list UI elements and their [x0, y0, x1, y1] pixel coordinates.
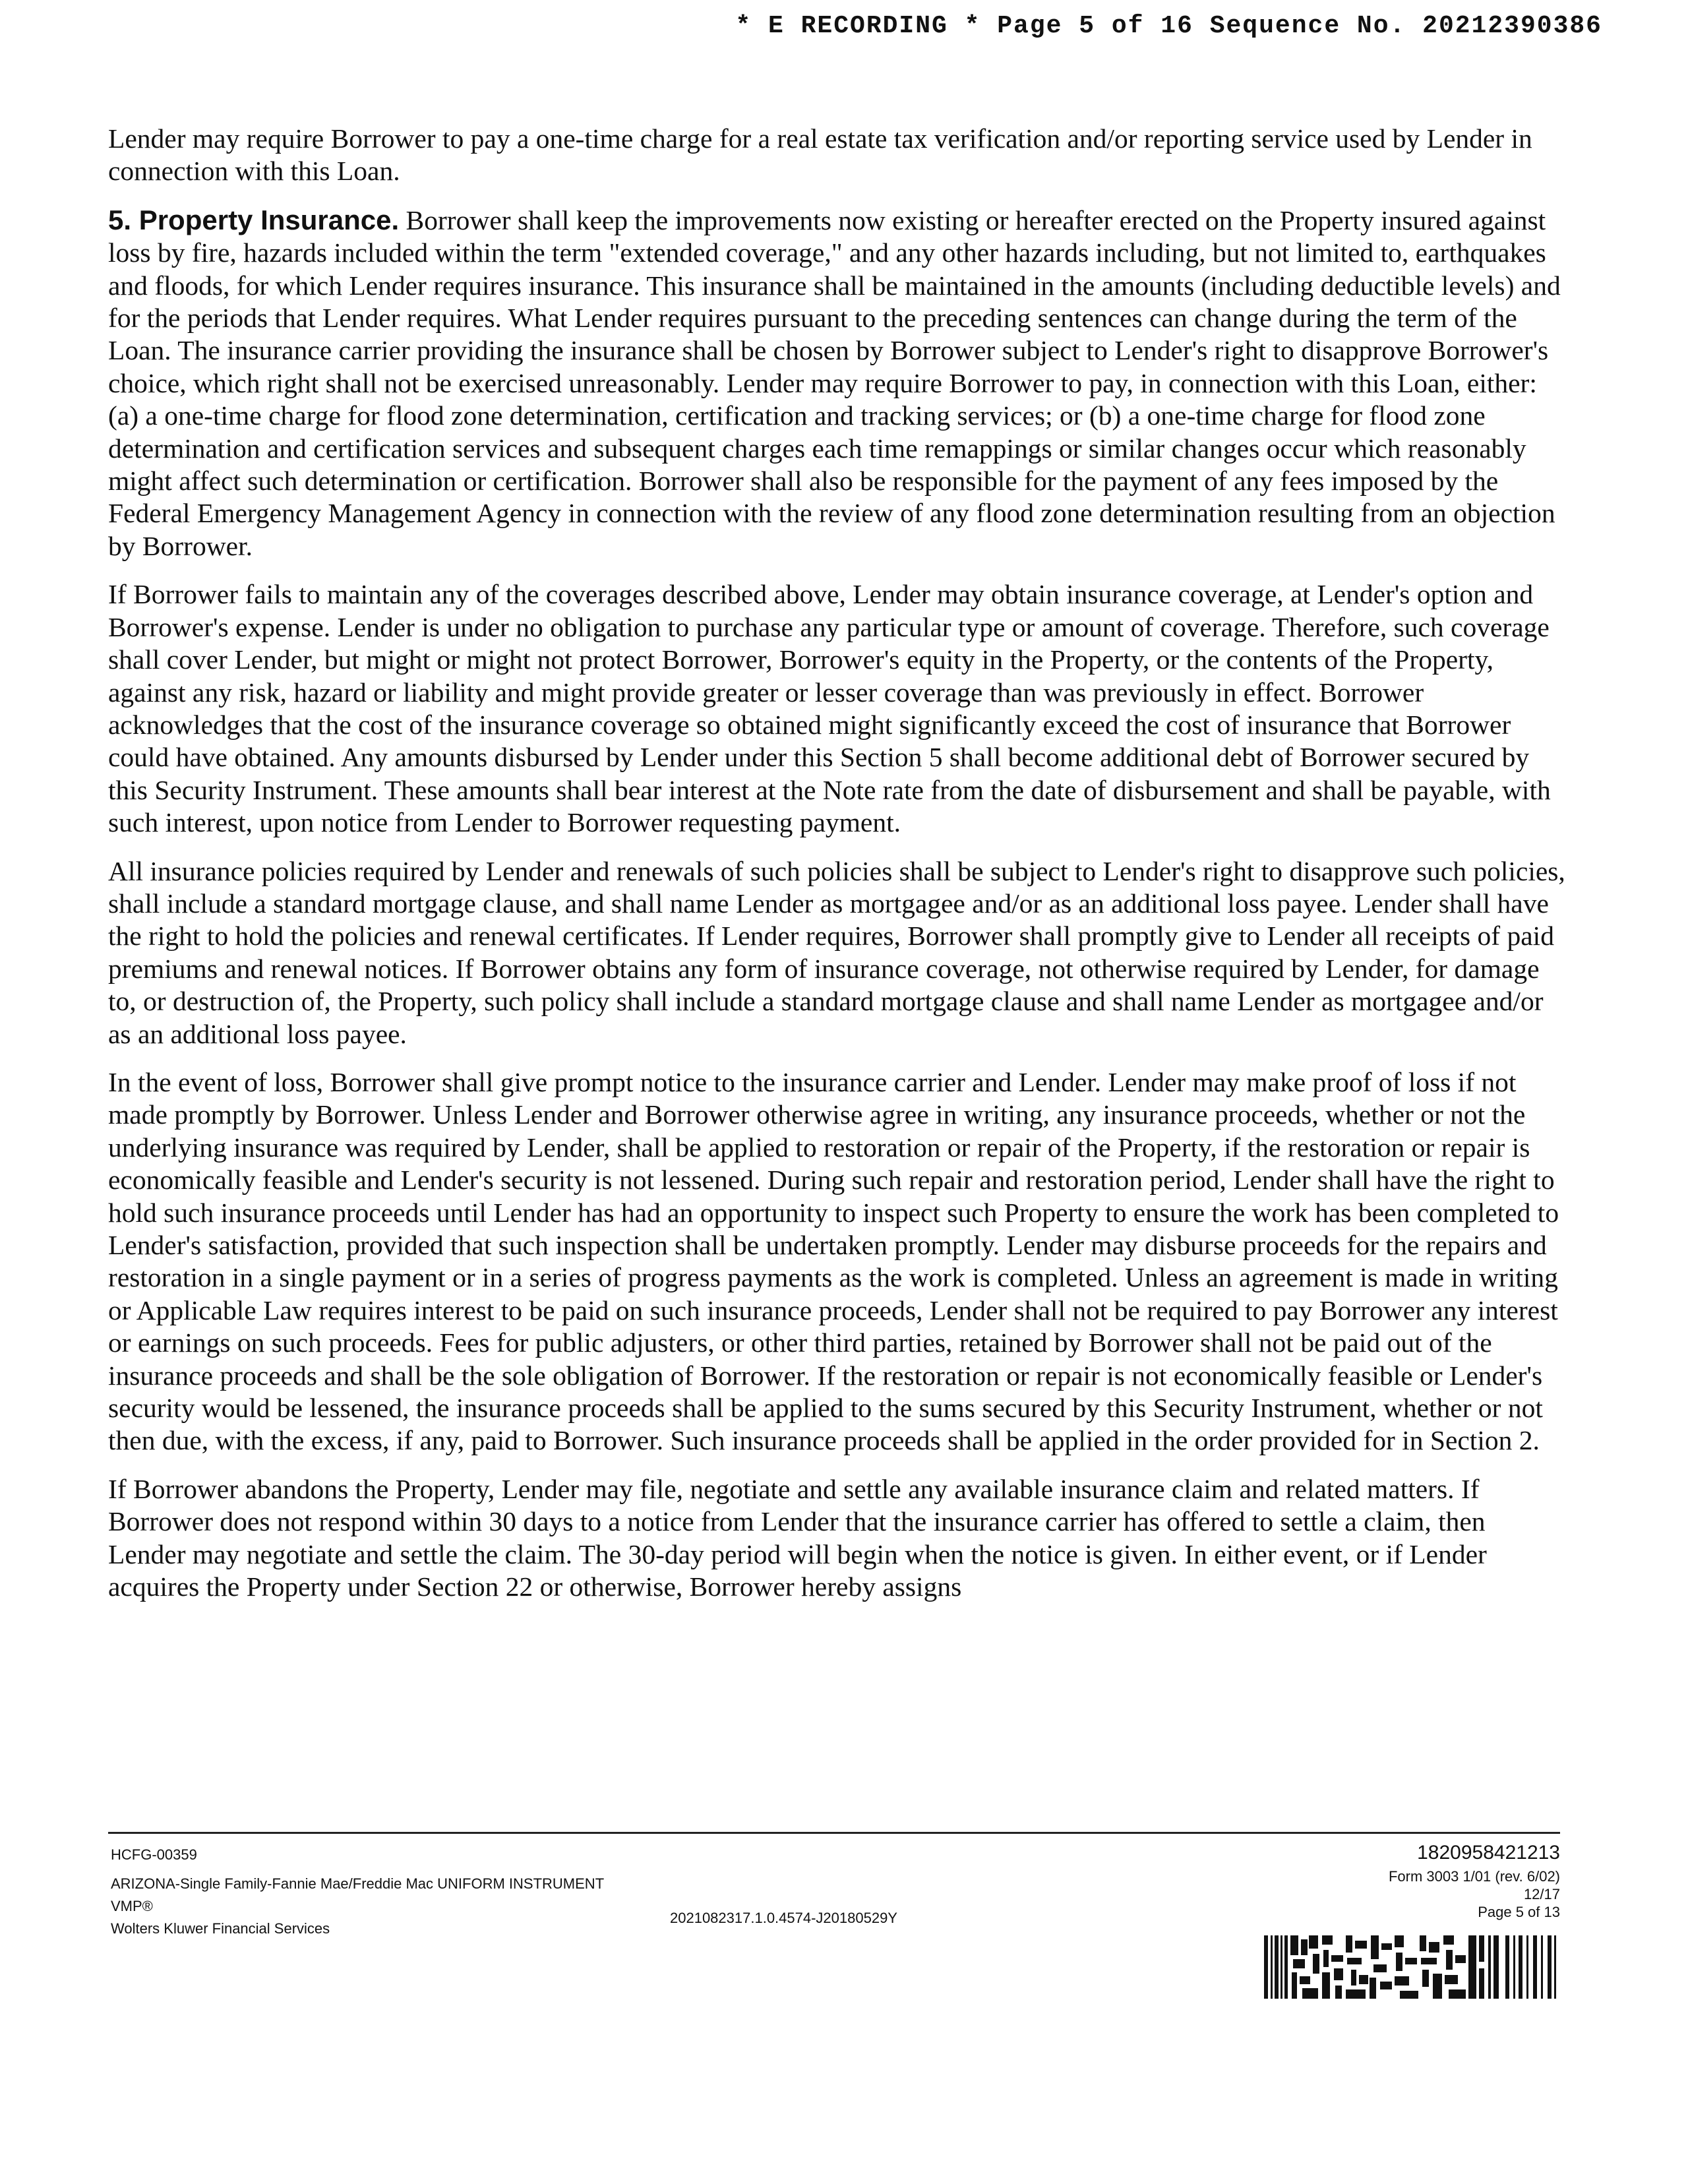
paragraph-abandonment: If Borrower abandons the Property, Lender may file, negotiate and settle any available insurance claim and related matters. If Borrower does not respond within 30 days to a notice from Lender that the insurance carrier has offered to settle a claim, then Lender may negotiate and settle the claim. The 30-day period will begin when the notice is given. In either event, or if Lender acquires the Property under Section 22 or otherwise, Borrower hereby assigns: [108, 1473, 1487, 1602]
footer-right: [1389, 1840, 1560, 1921]
paragraph-section-5: [108, 204, 1565, 562]
publisher-name: Wolters Kluwer Financial Services: [111, 1920, 330, 1937]
form-code: HCFG-00359: [111, 1846, 197, 1863]
section-5-text: Borrower shall keep the improvements now existing or hereafter erected on the Property insured against loss by fire, hazards included within the term "extended coverage," and any other hazards including, but not limited to, earthquakes and floods, for which Lender requires insurance. This insurance shall be maintained in the amounts (including deductible levels) and for the periods that Lender requires. What Lender requires pursuant to the preceding sentences can change during the term of the Loan. The insurance carrier providing the insurance shall be chosen by Borrower subject to Lender's right to disapprove Borrower's choice, which right shall not be exercised unreasonably. Lender may require Borrower to pay, in connection with this Loan, either: (a) a one-time charge for flood zone determination, certification and tracking services; or (b) a one-time charge for flood zone determination and certification services and subsequent charges each time remappings or similar changes occur which reasonably might affect such determination or certification. Borrower shall also be responsible for the payment of any fees imposed by the Federal Emergency Management Agency in connection with the review of any flood zone determination resulting from an objection by Borrower.: [108, 204, 1561, 561]
loan-number: 1820958421213: [1417, 1842, 1560, 1864]
document-body: [108, 123, 1565, 1619]
instrument-title: ARIZONA-Single Family-Fannie Mae/Freddie Mac UNIFORM INSTRUMENT: [111, 1875, 605, 1892]
form-number: Form 3003 1/01 (rev. 6/02): [1388, 1868, 1560, 1885]
form-date: 12/17: [1523, 1886, 1560, 1902]
page-number: Page 5 of 13: [1478, 1904, 1560, 1920]
paragraph-insurance-policies: All insurance policies required by Lender and renewals of such policies shall be subject to Lender's right to disapprove such policies, shall include a standard mortgage clause, and shall name Lender as mortgagee and/or as an additional loss payee. Lender shall have the right to hold the policies and renewal certificates. If Lender requires, Borrower shall promptly give to Lender all receipts of paid premiums and renewal notices. If Borrower obtains any form of insurance coverage, not otherwise required by Lender, for damage to, or destruction of, the Property, such policy shall include a standard mortgage clause and shall name Lender as mortgagee and/or as an additional loss payee.: [108, 855, 1565, 1049]
section-5-heading: 5. Property Insurance.: [108, 204, 400, 235]
barcode-icon: [1264, 1935, 1557, 1999]
paragraph-tax-verification: Lender may require Borrower to pay a one-time charge for a real estate tax verification and/or reporting service used by Lender in connection with this Loan.: [108, 123, 1532, 187]
footer-divider: [108, 1832, 1560, 1834]
vmp-label: VMP®: [111, 1898, 153, 1914]
recording-header: * E RECORDING * Page 5 of 16 Sequence No. 20212390386: [735, 12, 1602, 40]
document-id: 2021082317.1.0.4574-J20180529Y: [670, 1910, 897, 1926]
paragraph-coverage-failure: If Borrower fails to maintain any of the coverages described above, Lender may obtain insurance coverage, at Lender's option and Borrower's expense. Lender is under no obligation to purchase any particular type or amount of coverage. Therefore, such coverage shall cover Lender, but might or might not protect Borrower, Borrower's equity in the Property, or the contents of the Property, against any risk, hazard or liability and might provide greater or lesser coverage than was previously in effect. Borrower acknowledges that the cost of the insurance coverage so obtained might significantly exceed the cost of insurance that Borrower could have obtained. Any amounts disbursed by Lender under this Section 5 shall become additional debt of Borrower secured by this Security Instrument. These amounts shall bear interest at the Note rate from the date of disbursement and shall be payable, with such interest, upon notice from Lender to Borrower requesting payment.: [108, 579, 1551, 838]
footer-left: [111, 1844, 604, 1940]
paragraph-event-of-loss: In the event of loss, Borrower shall give prompt notice to the insurance carrier and Lender. Lender may make proof of loss if not made promptly by Borrower. Unless Lender and Borrower otherwise agree in writing, any insurance proceeds, whether or not the underlying insurance was required by Lender, shall be applied to restoration or repair of the Property, if the restoration or repair is economically feasible and Lender's security is not lessened. During such repair and restoration period, Lender shall have the right to hold such insurance proceeds until Lender has had an opportunity to inspect such Property to ensure the work has been completed to Lender's satisfaction, provided that such inspection shall be undertaken promptly. Lender may disburse proceeds for the repairs and restoration in a single payment or in a series of progress payments as the work is completed. Unless an agreement is made in writing or Applicable Law requires interest to be paid on such insurance proceeds, Lender shall not be required to pay Borrower any interest or earnings on such proceeds. Fees for public adjusters, or other third parties, retained by Borrower shall not be paid out of the insurance proceeds and shall be the sole obligation of Borrower. If the restoration or repair is not economically feasible or Lender's security would be lessened, the insurance proceeds shall be applied to the sums secured by this Security Instrument, whether or not then due, with the excess, if any, paid to Borrower. Such insurance proceeds shall be applied in the order provided for in Section 2.: [108, 1066, 1559, 1456]
